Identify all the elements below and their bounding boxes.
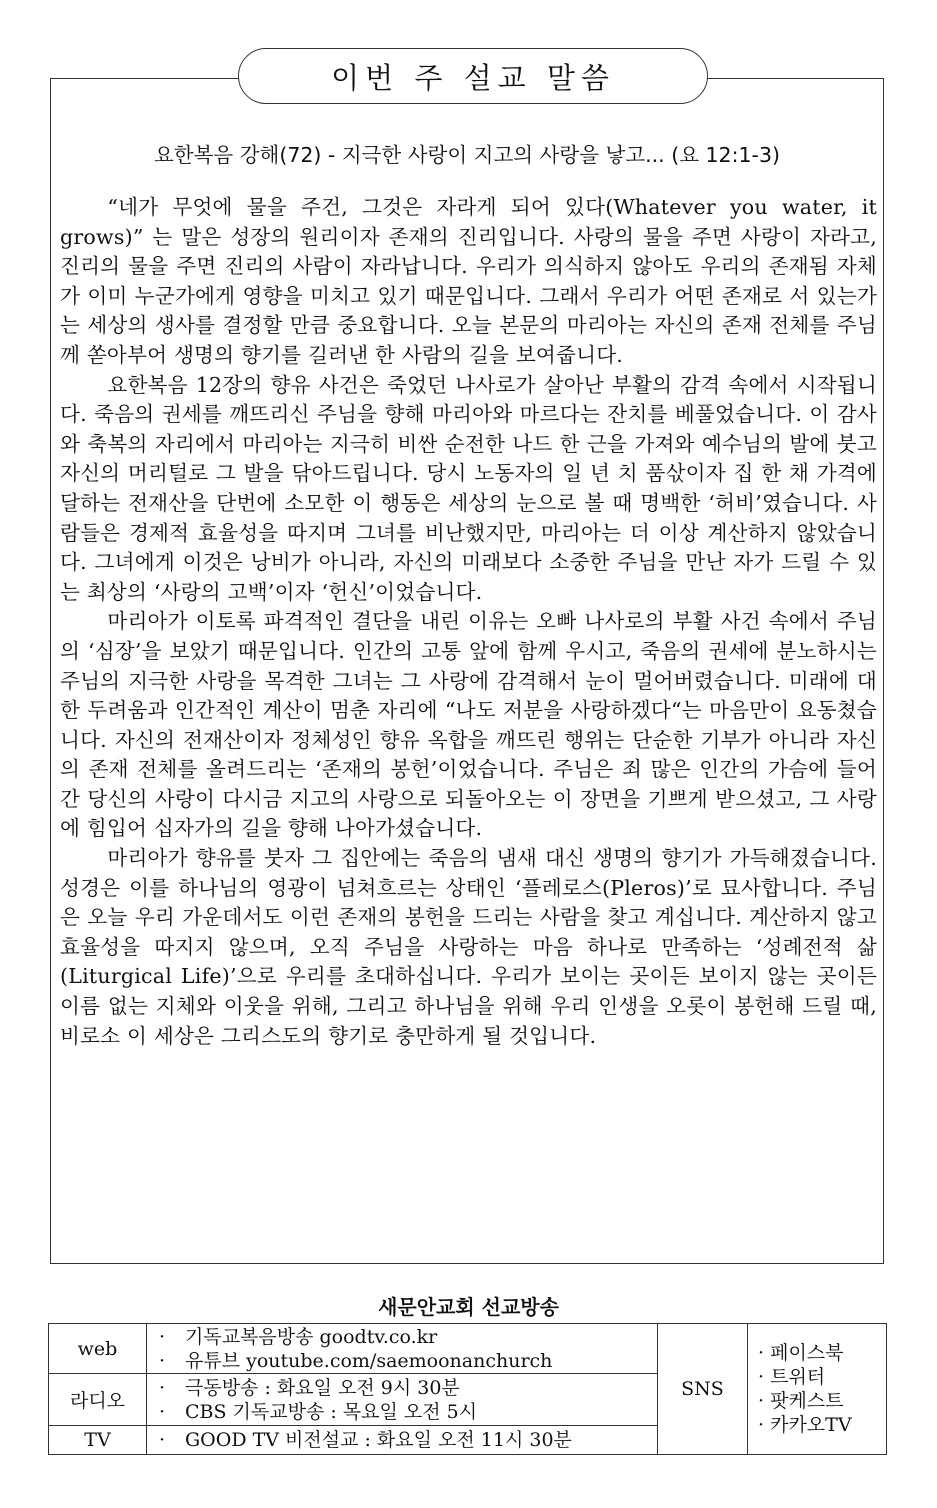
web-line: 유튜브 youtube.com/saemoonanchurch	[185, 1349, 553, 1372]
bullet: ·	[758, 1366, 765, 1388]
bullet: ·	[159, 1349, 166, 1372]
sermon-subtitle: 요한복음 강해(72) - 지극한 사랑이 지고의 사랑을 낳고... (요 12:1-3)	[153, 143, 780, 167]
paragraph: “네가 무엇에 물을 주건, 그것은 자라게 되어 있다(Whatever you water, it grows)” 는 말은 성장의 원리이자 존재의 진리입니다. 사랑의 물을 주면 사랑이 자라고, 진리의 물을 주면 진리의 사람이 자라납니다. 우리가 의식하지 않아도 우리의 존재됨 자체가 이미 누군가에게 영향을 미치고 있기 때문입니다. 그래서 우리가 어떤 존재로 서 있는가는 세상의 생사를 결정할 만큼 중요합니다. 오늘 본문의 마리아는 자신의 존재 전체를 주님께 쏟아부어 생명의 향기를 길러낸 한 사람의 길을 보여줍니다.	[60, 195, 877, 367]
radio-line: CBS 기독교방송 : 목요일 오전 5시	[185, 1400, 478, 1423]
bullet: ·	[159, 1376, 166, 1399]
radio-label: 라디오	[49, 1374, 147, 1426]
tv-label: TV	[49, 1426, 147, 1455]
sns-item: 페이스북	[770, 1342, 844, 1364]
sns-label: SNS	[658, 1324, 748, 1455]
radio-line: 극동방송 : 화요일 오전 9시 30분	[185, 1376, 460, 1399]
section-title: 이번 주 설교 말씀	[331, 60, 615, 95]
table-row	[49, 1324, 887, 1374]
paragraph: 마리아가 이토록 파격적인 결단을 내린 이유는 오빠 나사로의 부활 사건 속에서 주님의 ‘심장’을 보았기 때문입니다. 인간의 고통 앞에 함께 우시고, 죽음의 권세에 분노하시는 주님의 지극한 사랑을 목격한 그녀는 그 사랑에 감격해서 눈이 멀어버렸습니다. 미래에 대한 두려움과 인간적인 계산이 멈춘 자리에 “나도 저분을 사랑하겠다“는 마음만이 요동쳤습니다. 자신의 전재산이자 정체성인 향유 옥합을 깨뜨린 행위는 단순한 기부가 아니라 자신의 존재 전체를 올려드리는 ‘존재의 봉헌’이었습니다. 주님은 죄 많은 인간의 가슴에 들어간 당신의 사랑이 다시금 지고의 사랑으로 되돌아오는 이 장면을 기쁘게 받으셨고, 그 사랑에 힘입어 십자가의 길을 향해 나아가셨습니다.	[60, 609, 877, 841]
bullet: ·	[758, 1414, 765, 1436]
tv-line: GOOD TV 비전설교 : 화요일 오전 11시 30분	[185, 1429, 572, 1451]
tv-content	[147, 1426, 658, 1455]
broadcast-table	[48, 1323, 887, 1455]
web-content	[147, 1324, 658, 1374]
sermon-body	[60, 193, 877, 1051]
bullet: ·	[159, 1325, 166, 1348]
sns-item: 팟케스트	[770, 1390, 844, 1412]
bullet: ·	[758, 1390, 765, 1412]
sns-item: 카카오TV	[770, 1414, 852, 1436]
sns-list	[748, 1324, 887, 1455]
web-label: web	[49, 1324, 147, 1374]
bullet: ·	[159, 1400, 166, 1423]
sns-item: 트위터	[770, 1366, 826, 1388]
bullet: ·	[159, 1429, 166, 1451]
broadcast-title: 새문안교회 선교방송	[378, 1295, 559, 1319]
paragraph: 요한복음 12장의 향유 사건은 죽었던 나사로가 살아난 부활의 감격 속에서 시작됩니다. 죽음의 권세를 깨뜨리신 주님을 향해 마리아와 마르다는 잔치를 베풀었습니다. 이 감사와 축복의 자리에서 마리아는 지극히 비싼 순전한 나드 한 근을 가져와 예수님의 발에 붓고 자신의 머리털로 그 발을 닦아드립니다. 당시 노동자의 일 년 치 품삯이자 집 한 채 가격에 달하는 전재산을 단번에 소모한 이 행동은 세상의 눈으로 볼 때 명백한 ‘허비’였습니다. 사람들은 경제적 효율성을 따지며 그녀를 비난했지만, 마리아는 더 이상 계산하지 않았습니다. 그녀에게 이것은 낭비가 아니라, 자신의 미래보다 소중한 주님을 만난 자가 드릴 수 있는 최상의 ‘사랑의 고백’이자 ‘헌신’이었습니다.	[60, 372, 877, 604]
section-title-pill	[238, 48, 708, 104]
bullet: ·	[758, 1342, 765, 1364]
web-line: 기독교복음방송 goodtv.co.kr	[185, 1325, 438, 1348]
radio-content	[147, 1374, 658, 1426]
paragraph: 마리아가 향유를 붓자 그 집안에는 죽음의 냄새 대신 생명의 향기가 가득해졌습니다. 성경은 이를 하나님의 영광이 넘쳐흐르는 상태인 ‘플레로스(Pleros)’로 묘사합니다. 주님은 오늘 우리 가운데서도 이런 존재의 봉헌을 드리는 사람을 찾고 계십니다. 계산하지 않고 효율성을 따지지 않으며, 오직 주님을 사랑하는 마음 하나로 만족하는 ‘성례전적 삶(Liturgical Life)’으로 우리를 초대하십니다. 우리가 보이는 곳이든 보이지 않는 곳이든 이름 없는 지체와 이웃을 위해, 그리고 하나님을 위해 우리 인생을 오롯이 봉헌해 드릴 때, 비로소 이 세상은 그리스도의 향기로 충만하게 될 것입니다.	[60, 846, 877, 1048]
